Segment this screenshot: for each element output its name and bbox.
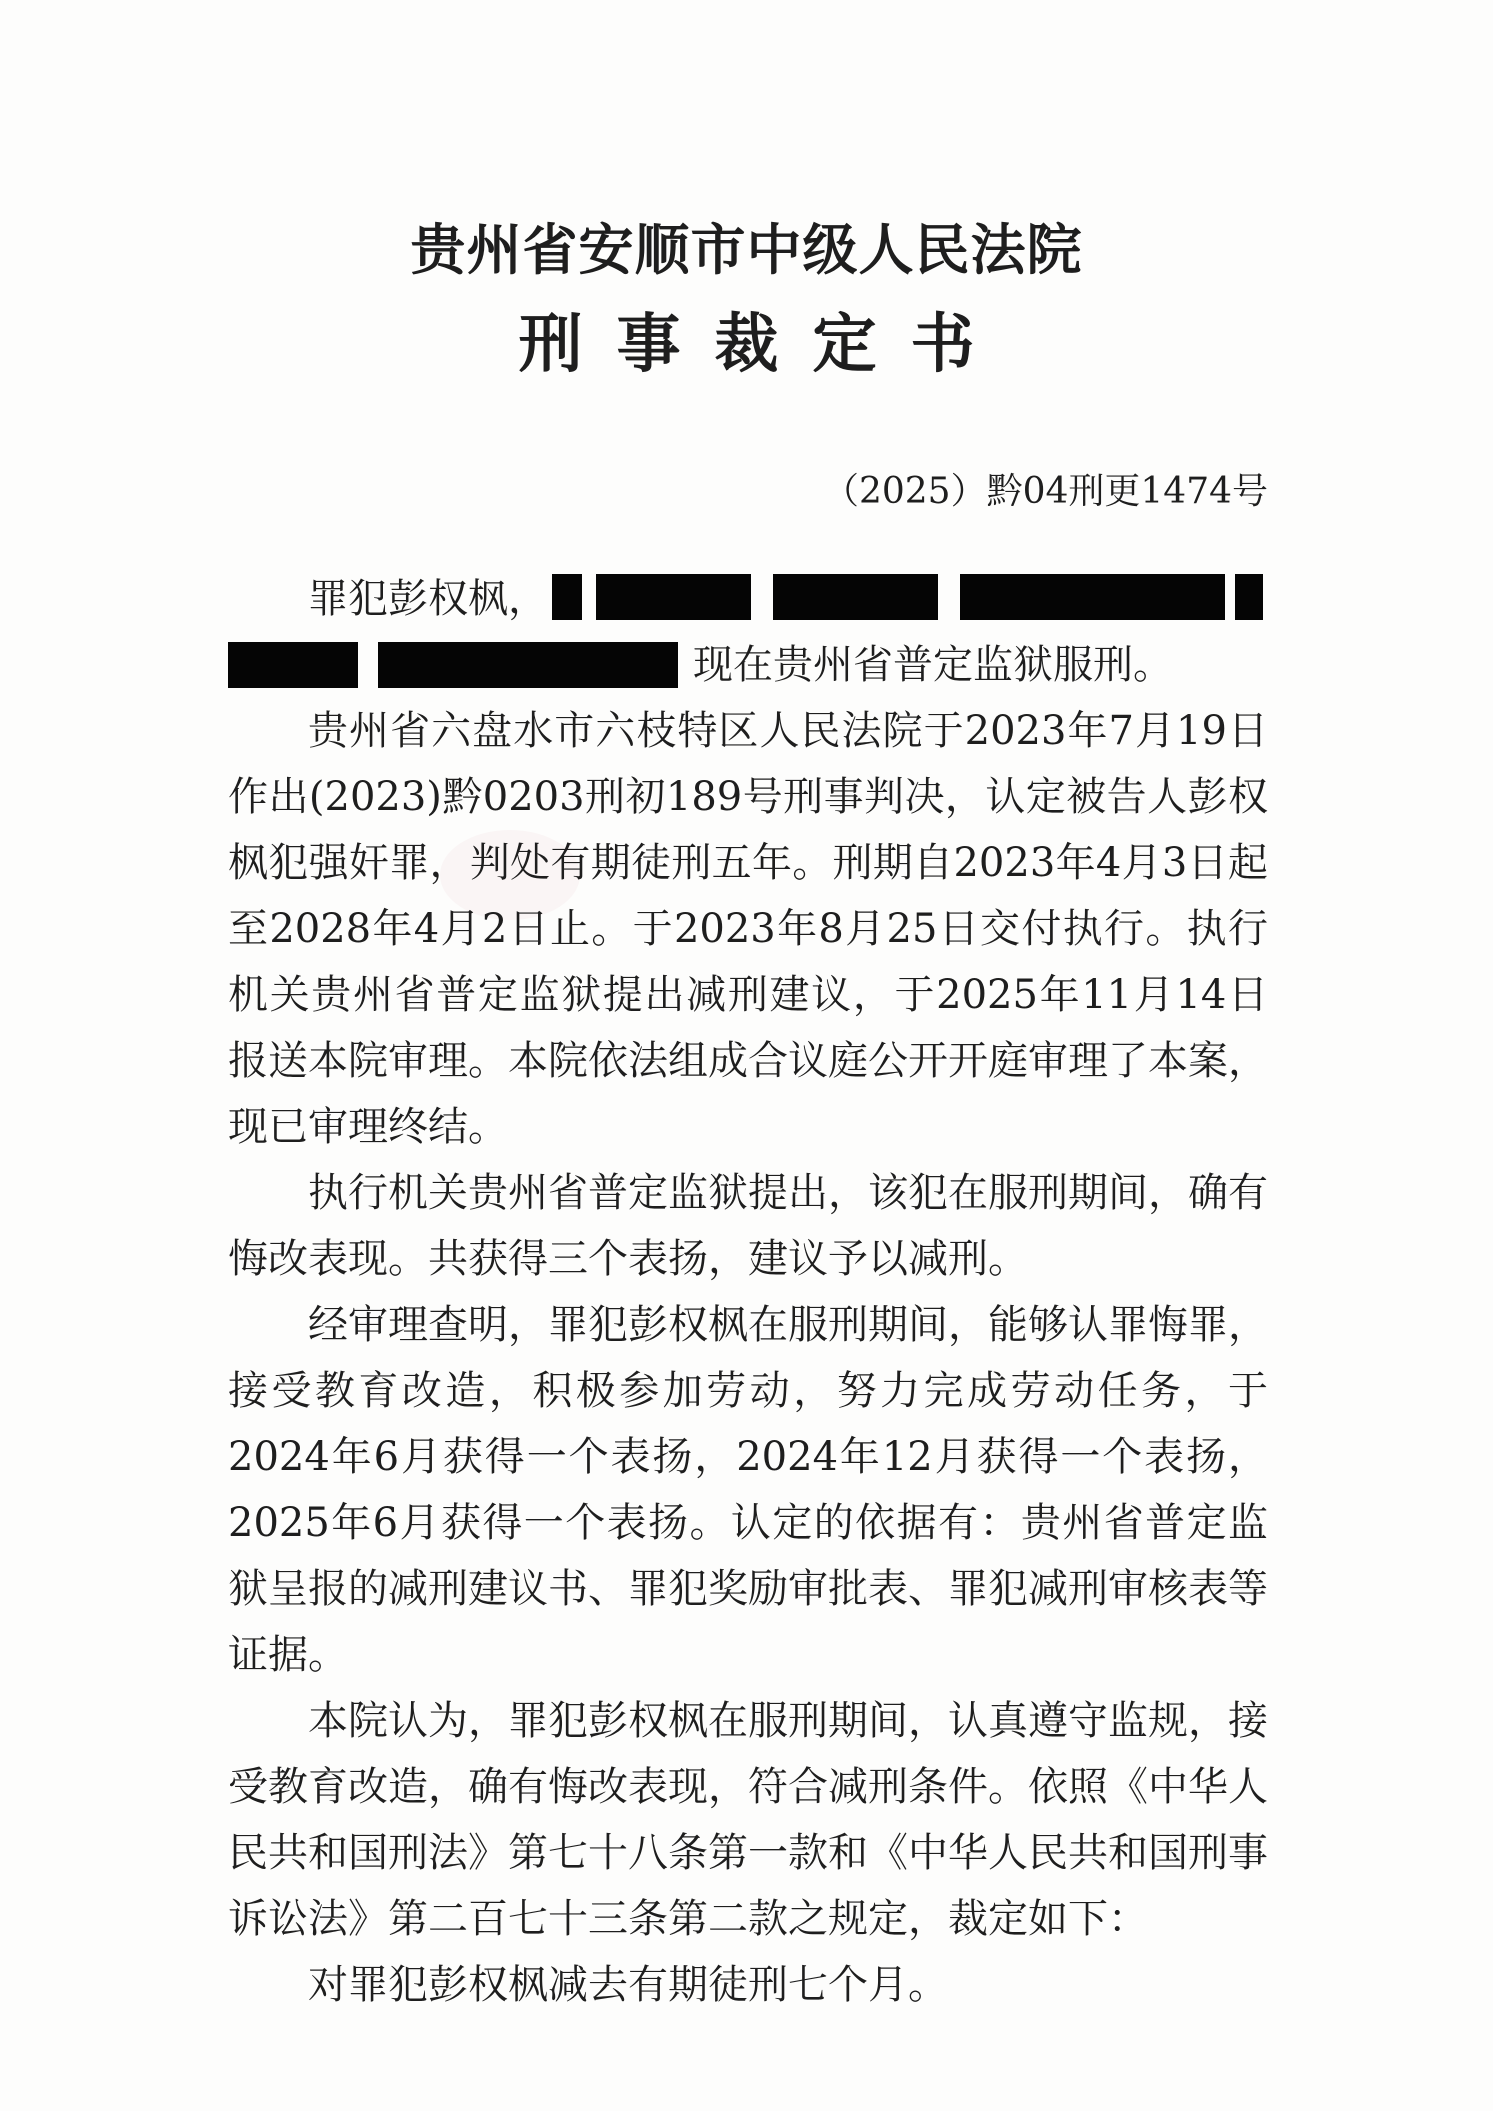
redaction-block [960,574,1225,620]
paragraph-court-opinion: 本院认为，罪犯彭权枫在服刑期间，认真遵守监规，接受教育改造，确有悔改表现，符合减刑条件。依照《中华人民共和国刑法》第七十八条第一款和《中华人民共和国刑事诉讼法》第二百七十三条第二款之规定，裁定如下： [228,1698,1268,1942]
defendant-intro: 罪犯彭权枫， [308,576,548,622]
document-title: 刑事裁定书 [518,307,1009,382]
redaction-block [378,642,678,688]
defendant-line-2 [228,632,1268,698]
paragraph-findings: 经审理查明，罪犯彭权枫在服刑期间，能够认罪悔罪，接受教育改造，积极参加劳动，努力完成劳动任务，于2024年6月获得一个表扬，2024年12月获得一个表扬，2025年6月获得一个表扬。认定的依据有：贵州省普定监狱呈报的减刑建议书、罪犯奖励审批表、罪犯减刑审核表等证据。 [228,1302,1268,1678]
defendant-location: 现在贵州省普定监狱服刑。 [693,642,1173,688]
paragraph-prison-proposal: 执行机关贵州省普定监狱提出，该犯在服刑期间，确有悔改表现。共获得三个表扬，建议予以减刑。 [228,1170,1268,1282]
redaction-block [552,574,582,620]
redaction-block [228,642,358,688]
ruling-body [228,566,1268,2018]
redaction-block [596,574,751,620]
paragraph-original-judgment: 贵州省六盘水市六枝特区人民法院于2023年7月19日作出(2023)黔0203刑初189号刑事判决，认定被告人彭权枫犯强奸罪，判处有期徒刑五年。刑期自2023年4月3日起至2028年4月2日止。于2023年8月25日交付执行。执行机关贵州省普定监狱提出减刑建议，于2025年11月14日报送本院审理。本院依法组成合议庭公开开庭审理了本案，现已审理终结。 [228,708,1268,1150]
redaction-block [1235,574,1263,620]
case-number: （2025）黔04刑更1474号 [822,471,1268,512]
court-name: 贵州省安顺市中级人民法院 [410,217,1083,282]
paragraph-ruling: 对罪犯彭权枫减去有期徒刑七个月。 [308,1962,948,2008]
redaction-block [773,574,938,620]
paragraph-defendant [228,566,1268,632]
